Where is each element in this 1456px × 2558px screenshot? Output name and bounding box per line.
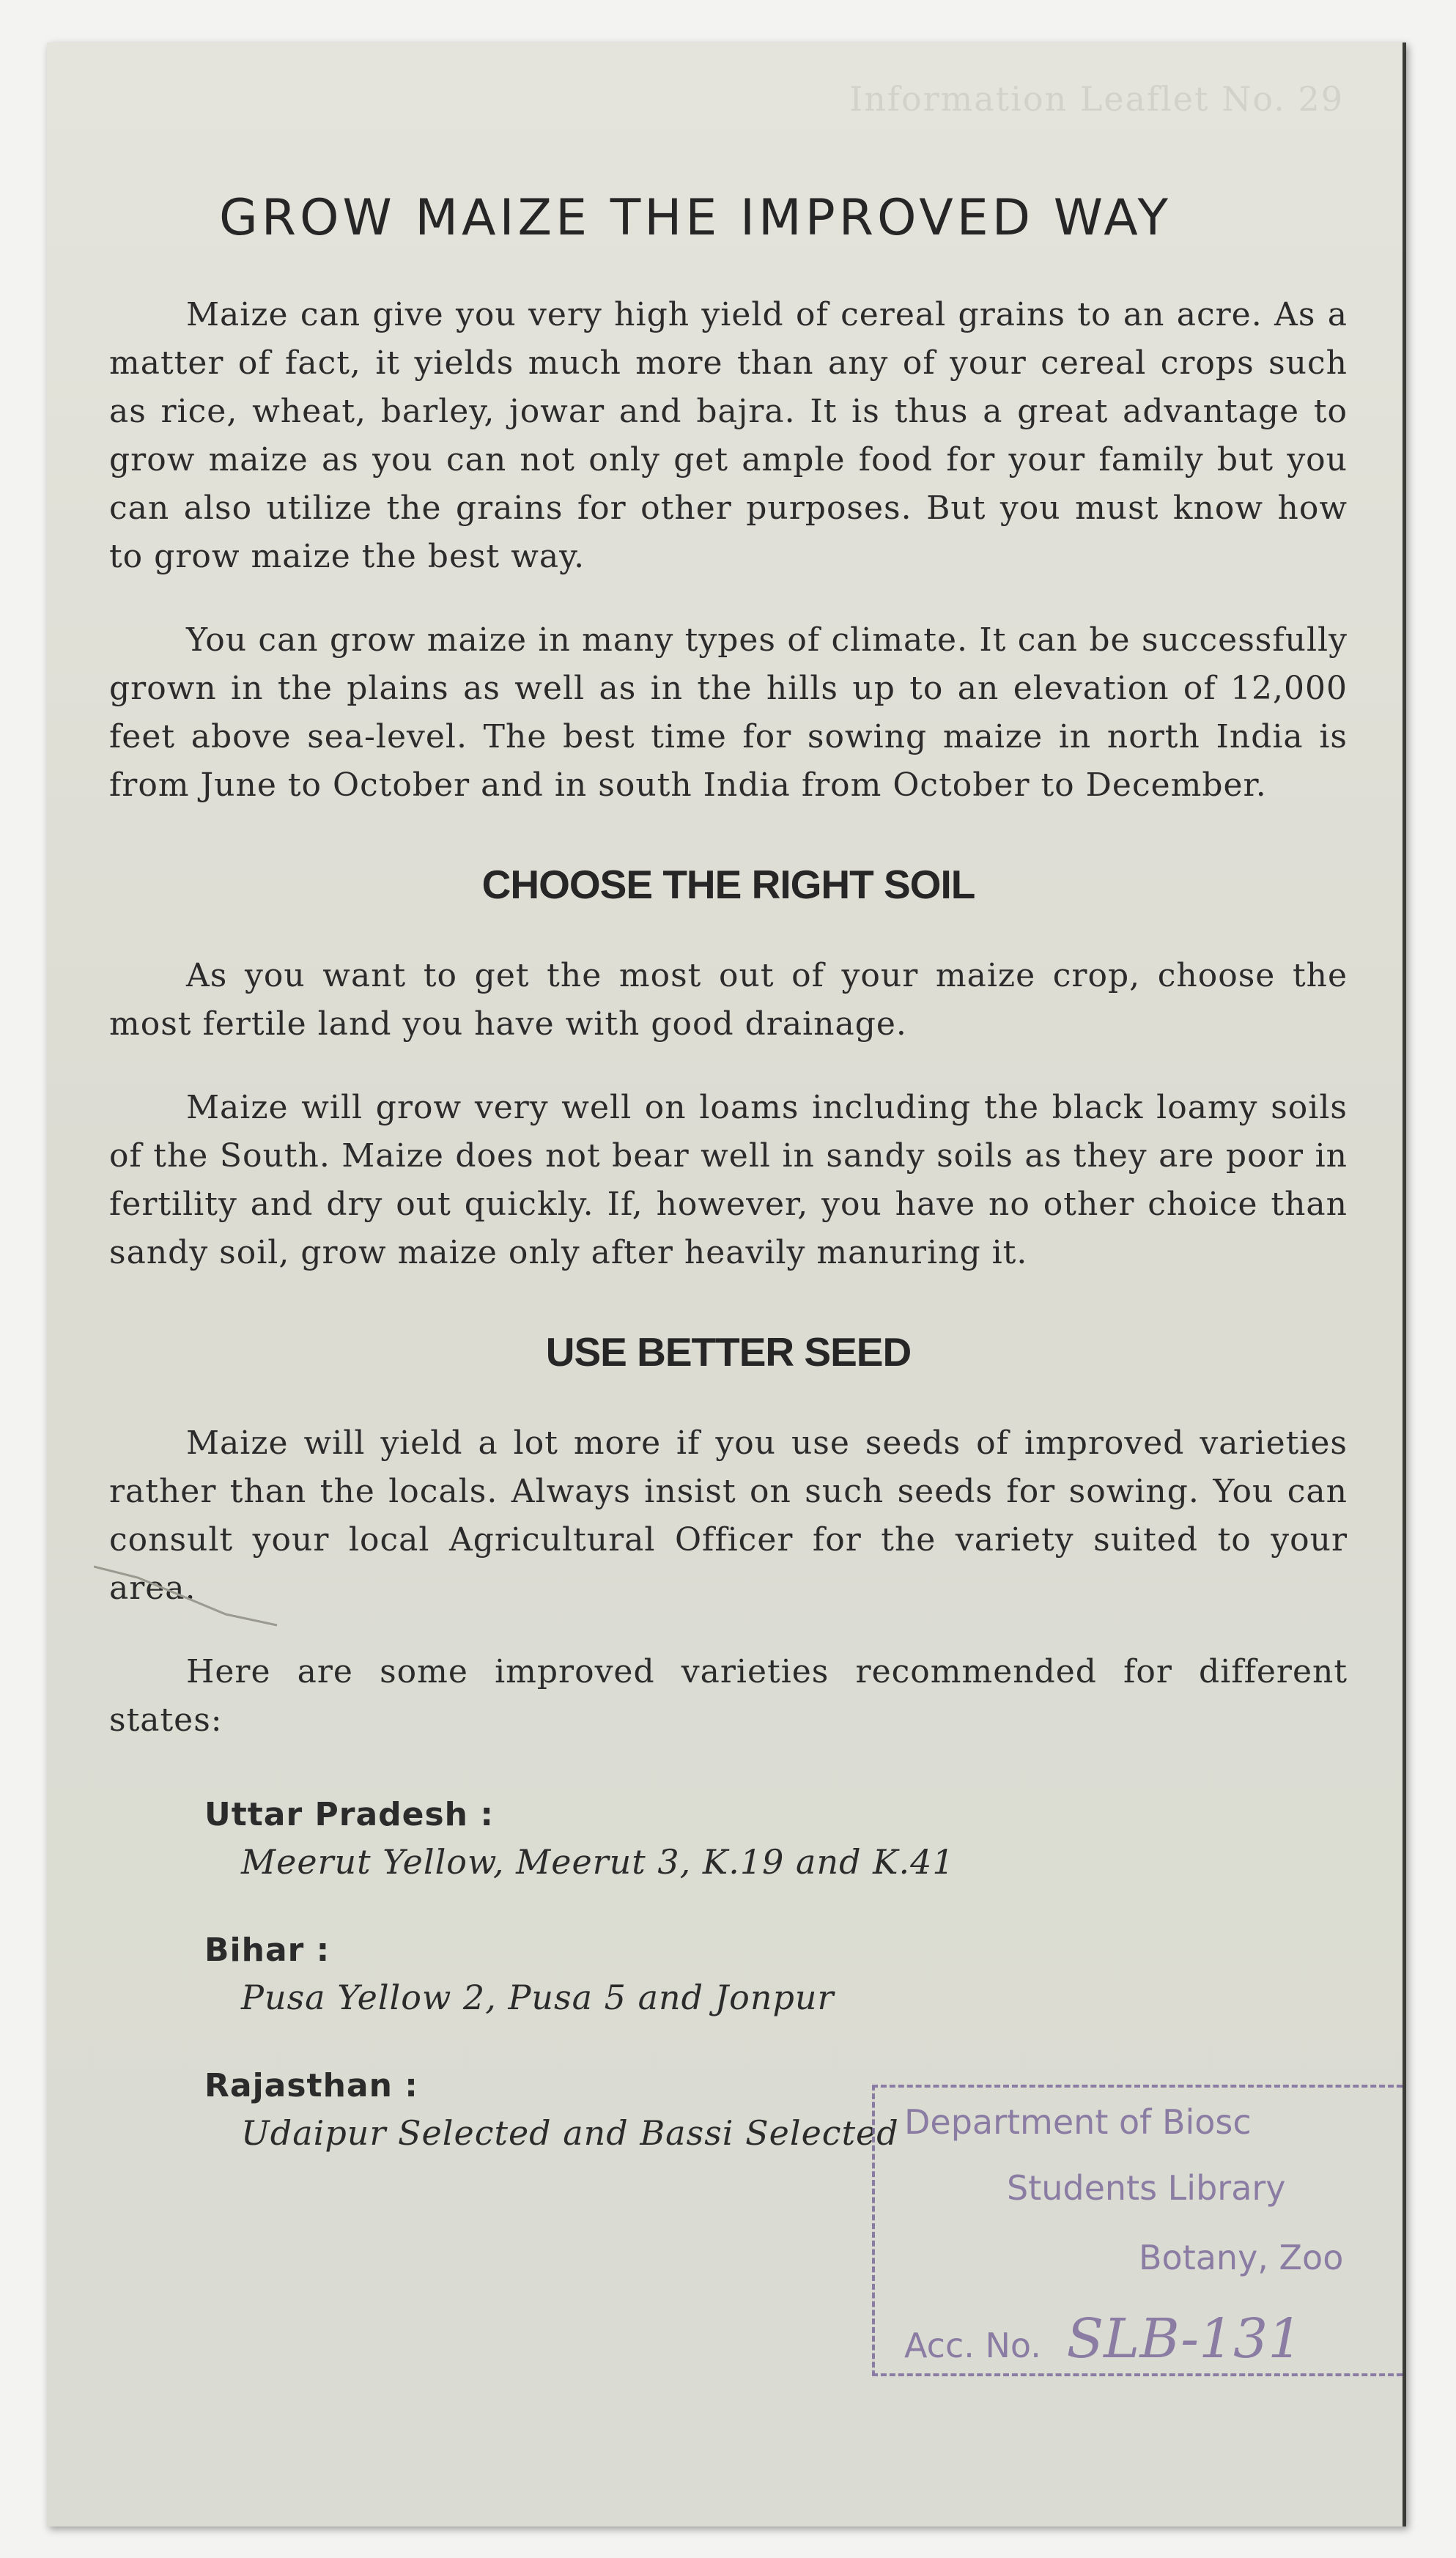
- leaflet-content: [109, 189, 1348, 2203]
- variety-state: Rajasthan :: [204, 2067, 418, 2104]
- page-title: GROW MAIZE THE IMPROVED WAY: [219, 189, 1172, 247]
- seed-paragraph-1: Maize will yield a lot more if you use seeds of improved varieties rather than the locals. Always insist on such seeds for sowing. You can consult your local Agricultural Officer for the variety suited to your area.: [109, 1424, 1348, 1607]
- soil-paragraph-2: Maize will grow very well on loams including the black loamy soils of the South. Maize does not bear well in sandy soils as they are poor in fertility and dry out quickly. If, however, you have no other choice than sandy soil, grow maize only after heavily manuring it.: [109, 1089, 1348, 1271]
- seed-paragraph-2: Here are some improved varieties recommended for different states:: [109, 1653, 1348, 1739]
- library-stamp: [872, 2085, 1403, 2376]
- stamp-accession: [904, 2307, 1302, 2370]
- faded-header-text: Information Leaflet No. 29: [849, 79, 1344, 119]
- stamp-line-department: Department of Biosc: [904, 2102, 1252, 2142]
- variety-state: Uttar Pradesh :: [204, 1796, 494, 1833]
- intro-paragraph-2: You can grow maize in many types of climate. It can be successfully grown in the plains as well as in the hills up to an elevation of 12,000 feet above sea-level. The best time for sowing maize in north India is from June to October and in south India from October to December.: [109, 621, 1348, 804]
- variety-state: Bihar :: [204, 1932, 330, 1969]
- section-heading-seed: USE BETTER SEED: [545, 1329, 912, 1375]
- soil-paragraph-1: As you want to get the most out of your maize crop, choose the most fertile land you have with good drainage.: [109, 957, 1348, 1043]
- variety-names: Pusa Yellow 2, Pusa 5 and Jonpur: [241, 1978, 835, 2017]
- stamp-line-botany: Botany, Zoo: [1139, 2238, 1344, 2277]
- stamp-acc-label: Acc. No.: [904, 2326, 1041, 2365]
- torn-paper-edge: [94, 1563, 284, 1629]
- variety-names: Meerut Yellow, Meerut 3, K.19 and K.41: [241, 1842, 955, 1882]
- stamp-line-library: Students Library: [1007, 2168, 1286, 2208]
- section-heading-soil: CHOOSE THE RIGHT SOIL: [481, 862, 975, 907]
- intro-paragraph-1: Maize can give you very high yield of cereal grains to an acre. As a matter of fact, it yields much more than any of your cereal crops such as rice, wheat, barley, jowar and bajra. It is thus a great advantage to grow maize as you can not only get ample food for your family but you can also utilize the grains for other purposes. But you must know how to grow maize the best way.: [109, 296, 1348, 575]
- variety-names: Udaipur Selected and Bassi Selected: [241, 2113, 899, 2153]
- stamp-acc-number: SLB-131: [1066, 2307, 1303, 2370]
